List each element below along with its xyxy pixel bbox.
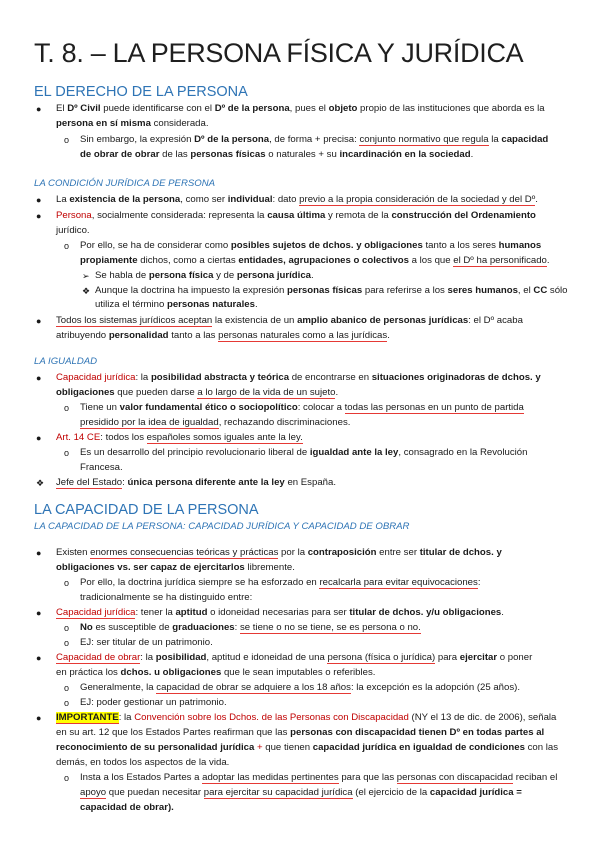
- text-line: IMPORTANTE: la Convención sobre los Dchos. de las Personas con Discapacidad (NY el 13 de dic. de 2006), señala: [56, 712, 557, 723]
- diamond-bullet-icon: ❖: [36, 478, 45, 488]
- circle-bullet-icon: o: [64, 623, 70, 633]
- text-line: Insta a los Estados Partes a adoptar las medidas pertinentes para que las personas con discapacidad reciban el: [80, 772, 558, 783]
- bullet-icon: ●: [36, 548, 42, 558]
- text-line: demás, en todos los aspectos de la vida.: [56, 757, 230, 768]
- text-line: persona en sí misma considerada.: [56, 118, 209, 129]
- bullet-icon: ●: [36, 608, 42, 618]
- text-line: El Dº Civil puede identificarse con el Dº de la persona, pues el objeto propio de las instituciones que aborda es la: [56, 103, 545, 114]
- text-line: Generalmente, la capacidad de obrar se adquiere a los 18 años: la excepción es la adopción (25 años).: [80, 682, 521, 693]
- bullet-icon: ●: [36, 373, 42, 383]
- text-line: EJ: poder gestionar un patrimonio.: [80, 697, 227, 708]
- page-title: T. 8. – LA PERSONA FÍSICA Y JURÍDICA: [34, 38, 524, 68]
- section-heading: EL DERECHO DE LA PERSONA: [34, 84, 248, 100]
- text-line: EJ: ser titular de un patrimonio.: [80, 637, 213, 648]
- text-line: Se habla de persona física y de persona jurídica.: [95, 270, 314, 281]
- text-line: atribuyendo personalidad tanto a las personas naturales como a las jurídicas.: [56, 330, 390, 341]
- text-line: jurídico.: [56, 225, 90, 236]
- text-line: Por ello, la doctrina jurídica siempre se ha esforzado en recalcarla para evitar equivocaciones:: [80, 577, 481, 588]
- bullet-icon: ●: [36, 104, 42, 114]
- text-line: apoyo que puedan necesitar para ejercitar su capacidad jurídica (el ejercicio de la capacidad jurídica =: [80, 787, 522, 798]
- text-line: Capacidad jurídica: la posibilidad abstracta y teórica de encontrarse en situaciones originadoras de dchos. y: [56, 372, 541, 383]
- bullet-icon: ●: [36, 211, 42, 221]
- text-line: tradicionalmente se ha distinguido entre:: [80, 592, 253, 603]
- text-line: Art. 14 CE: todos los españoles somos iguales ante la ley.: [56, 432, 303, 443]
- text-line: presidido por la idea de igualdad, rechazando discriminaciones.: [80, 417, 351, 428]
- bullet-icon: ●: [36, 195, 42, 205]
- text-line: Capacidad jurídica: tener la aptitud o idoneidad necesarias para ser titular de dchos. y/u obligaciones.: [56, 607, 504, 618]
- text-line: Por ello, se ha de considerar como posibles sujetos de dchos. y obligaciones tanto a los seres humanos: [80, 240, 542, 251]
- text-line: obligaciones que pueden darse a lo largo de la vida de un sujeto.: [56, 387, 339, 398]
- subsection-heading: LA CONDICIÓN JURÍDICA DE PERSONA: [34, 178, 216, 189]
- circle-bullet-icon: o: [64, 241, 70, 251]
- circle-bullet-icon: o: [64, 683, 70, 693]
- diamond-bullet-icon: ❖: [82, 286, 91, 296]
- circle-bullet-icon: o: [64, 578, 70, 588]
- text-line: Existen enormes consecuencias teóricas y prácticas por la contraposición entre ser titular de dchos. y: [56, 547, 502, 558]
- bullet-icon: ●: [36, 433, 42, 443]
- text-line: Persona, socialmente considerada: representa la causa última y remota de la construcción del Ordenamiento: [56, 210, 536, 221]
- text-line: de obrar de obrar de las personas físicas o naturales + su incardinación en la sociedad.: [80, 149, 474, 160]
- text-line: obligaciones vs. ser capaz de ejercitarlos libremente.: [56, 562, 295, 573]
- text-line: en práctica los dchos. u obligaciones que le sean imputables o referibles.: [56, 667, 376, 678]
- circle-bullet-icon: o: [64, 448, 70, 458]
- circle-bullet-icon: o: [64, 638, 70, 648]
- circle-bullet-icon: o: [64, 698, 70, 708]
- text-line: en su art. 12 que los Estados Partes reafirman que las personas con discapacidad tienen Dº en todas partes al: [56, 727, 545, 738]
- text-line: Francesa.: [80, 462, 123, 473]
- circle-bullet-icon: o: [64, 773, 70, 783]
- text-line: propiamente dichos, como a ciertas entidades, agrupaciones o colectivos a los que el Dº ha personificado.: [80, 255, 550, 266]
- text-line: Es un desarrollo del principio revolucionario liberal de igualdad ante la ley, consagrado en la Revolución: [80, 447, 528, 458]
- bullet-icon: ●: [36, 653, 42, 663]
- circle-bullet-icon: o: [64, 135, 70, 145]
- text-line: Aunque la doctrina ha impuesto la expresión personas físicas para referirse a los seres humanos, el CC sólo: [95, 285, 568, 296]
- circle-bullet-icon: o: [64, 403, 70, 413]
- bullet-icon: ●: [36, 316, 42, 326]
- text-line: Todos los sistemas jurídicos aceptan la existencia de un amplio abanico de personas jurídicas: el Dº acaba: [56, 315, 523, 326]
- subsection-heading: LA CAPACIDAD DE LA PERSONA: CAPACIDAD JURÍDICA Y CAPACIDAD DE OBRAR: [34, 521, 410, 532]
- text-line: utiliza el término personas naturales.: [95, 299, 258, 310]
- subsection-heading: LA IGUALDAD: [34, 356, 98, 367]
- text-line: capacidad de obrar).: [80, 802, 174, 813]
- text-line: La existencia de la persona, como ser individual: dato previo a la propia consideración de la sociedad y del Dº.: [56, 194, 538, 205]
- text-line: Sin embargo, la expresión Dº de la persona, de forma + precisa: conjunto normativo que regula la capacidad: [80, 134, 549, 145]
- section-heading: LA CAPACIDAD DE LA PERSONA: [34, 502, 259, 518]
- text-line: Jefe del Estado: única persona diferente ante la ley en España.: [56, 477, 336, 488]
- bullet-icon: ●: [36, 713, 42, 723]
- text-line: No es susceptible de graduaciones: se tiene o no se tiene, se es persona o no.: [80, 622, 421, 633]
- text-line: reconocimiento de su personalidad jurídica + que tienen capacidad jurídica en igualdad de condiciones con las: [56, 742, 559, 753]
- text-line: Tiene un valor fundamental ético o sociopolítico: colocar a todas las personas en un punto de partida: [80, 402, 524, 413]
- arrow-bullet-icon: ➢: [82, 271, 90, 281]
- text-line: Capacidad de obrar: la posibilidad, aptitud e idoneidad de una persona (física o jurídica) para ejercitar o poner: [56, 652, 533, 663]
